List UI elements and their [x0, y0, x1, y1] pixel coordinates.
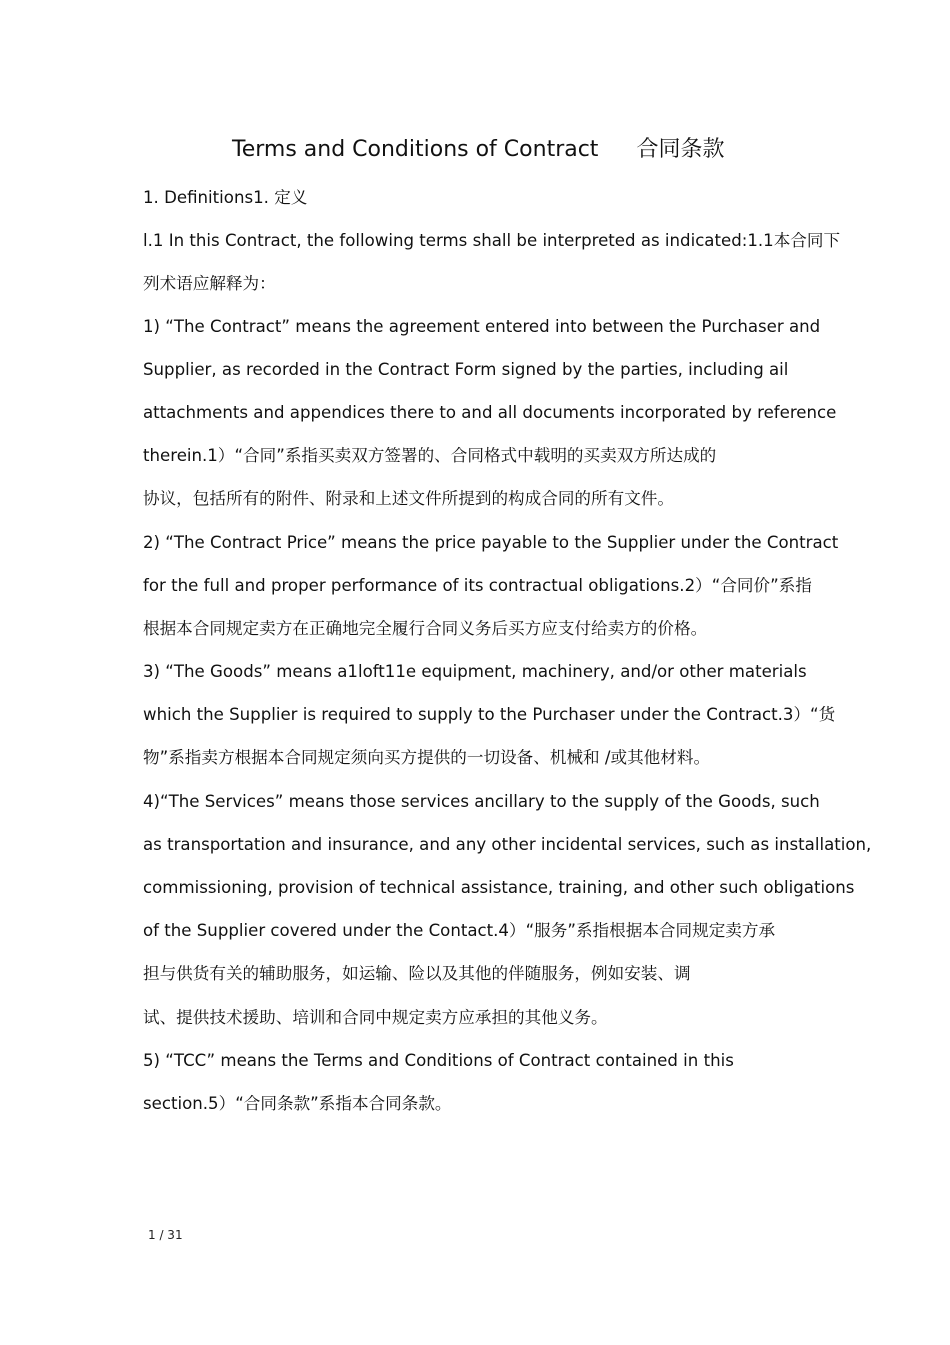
text-line: section.5）“合同条款”系指本合同条款。 — [143, 1094, 452, 1113]
text-line: as transportation and insurance, and any other incidental services, such as installation, — [143, 835, 872, 854]
title-english: Terms and Conditions of Contract — [232, 137, 599, 162]
text-line: 根据本合同规定卖方在正确地完全履行合同义务后买方应支付给卖方的价格。 — [143, 619, 708, 638]
text-line: Supplier, as recorded in the Contract Form signed by the parties, including ail — [143, 360, 789, 379]
text-line: 2) “The Contract Price” means the price payable to the Supplier under the Contract — [143, 533, 839, 552]
text-line: commissioning, provision of technical assistance, training, and other such obligations — [143, 878, 855, 897]
text-line: 物”系指卖方根据本合同规定须向买方提供的一切设备、机械和 /或其他材料。 — [143, 748, 711, 767]
text-line: 协议，包括所有的附件、附录和上述文件所提到的构成合同的所有文件。 — [143, 489, 674, 508]
text-line: 3) “The Goods” means a1loft11e equipment, machinery, and/or other materials — [143, 662, 807, 681]
text-line: 5) “TCC” means the Terms and Conditions of Contract contained in this — [143, 1051, 734, 1070]
text-line: therein.1）“合同”系指买卖双方签署的、合同格式中载明的买卖双方所达成的 — [143, 446, 717, 465]
section-heading-definitions: 1. Definitions1. 定义 — [143, 188, 308, 207]
text-line: attachments and appendices there to and all documents incorporated by reference — [143, 403, 837, 422]
text-line: 1) “The Contract” means the agreement entered into between the Purchaser and — [143, 317, 821, 336]
text-line: 4)“The Services” means those services ancillary to the supply of the Goods, such — [143, 792, 820, 811]
page-title — [232, 132, 724, 163]
text-line: which the Supplier is required to supply to the Purchaser under the Contract.3）“货 — [143, 705, 836, 724]
text-line: 列术语应解释为： — [143, 274, 276, 293]
text-line: for the full and proper performance of its contractual obligations.2）“合同价”系指 — [143, 576, 812, 595]
page-number: 1 / 31 — [148, 1228, 183, 1242]
text-line: l.1 In this Contract, the following terms shall be interpreted as indicated:1.1本合同下 — [143, 231, 841, 250]
text-line: 担与供货有关的辅助服务，如运输、险以及其他的伴随服务，例如安装、调 — [143, 964, 691, 983]
title-chinese: 合同条款 — [636, 137, 725, 162]
text-line: of the Supplier covered under the Contact.4）“服务”系指根据本合同规定卖方承 — [143, 921, 776, 940]
text-line: 试、提供技术援助、培训和合同中规定卖方应承担的其他义务。 — [143, 1008, 608, 1027]
